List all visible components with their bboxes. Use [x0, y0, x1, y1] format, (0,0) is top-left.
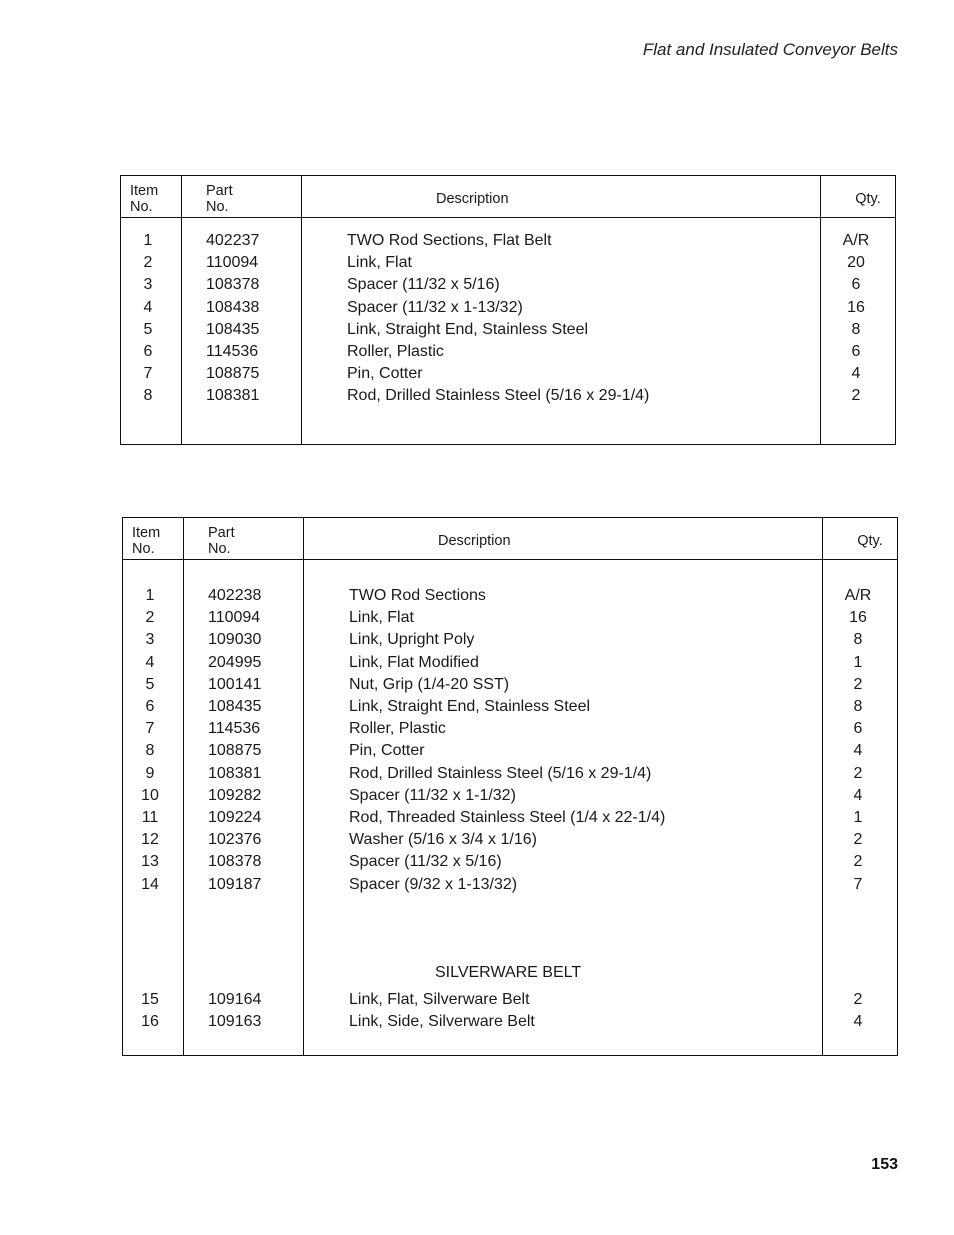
item-number: 4 — [145, 653, 155, 671]
table-row — [123, 876, 897, 898]
header-item-line2: No. — [132, 541, 155, 557]
item-number: 8 — [143, 387, 153, 405]
table-row — [123, 853, 897, 875]
quantity: 8 — [853, 698, 863, 715]
part-number: 109187 — [208, 875, 262, 893]
table-row — [121, 321, 895, 343]
quantity: 2 — [853, 675, 863, 693]
parts-table-insulated-belt — [122, 517, 898, 1056]
header-item-no — [132, 525, 160, 557]
item-number: 4 — [143, 298, 153, 316]
table-row — [123, 720, 897, 742]
item-number: 14 — [141, 875, 159, 893]
table-row — [121, 254, 895, 276]
item-number: 11 — [141, 809, 159, 826]
part-description: TWO Rod Sections, Flat Belt — [347, 232, 552, 249]
quantity: 6 — [851, 276, 861, 294]
part-description: Pin, Cotter — [349, 742, 425, 760]
quantity: 2 — [853, 764, 863, 782]
quantity: 4 — [853, 1013, 863, 1031]
header-part-no — [206, 183, 233, 215]
part-description: TWO Rod Sections — [349, 587, 486, 604]
table-row — [123, 609, 897, 631]
part-description: Rod, Drilled Stainless Steel (5/16 x 29-1/4) — [349, 764, 652, 782]
part-description: Spacer (11/32 x 5/16) — [347, 276, 500, 294]
part-number: 102376 — [208, 831, 262, 849]
item-number: 15 — [141, 991, 159, 1008]
page-number: 153 — [871, 1156, 898, 1173]
quantity: 8 — [853, 631, 863, 649]
quantity: 7 — [853, 875, 863, 893]
header-qty: Qty. — [857, 533, 883, 549]
parts-table-flat-belt — [120, 175, 896, 445]
quantity: 2 — [851, 387, 861, 405]
table-row — [123, 676, 897, 698]
item-number: 10 — [141, 786, 159, 804]
part-description: Link, Side, Silverware Belt — [349, 1013, 535, 1031]
item-number: 3 — [143, 276, 153, 294]
table-row — [123, 1013, 897, 1035]
quantity: 16 — [847, 298, 865, 316]
item-number: 2 — [145, 609, 155, 627]
header-divider — [121, 217, 895, 218]
quantity: 4 — [853, 786, 863, 804]
part-description: Spacer (11/32 x 1-1/32) — [349, 786, 516, 804]
header-description: Description — [436, 191, 509, 207]
part-description: Spacer (11/32 x 1-13/32) — [347, 298, 523, 316]
header-item-line1: Item — [130, 183, 159, 199]
header-divider — [123, 559, 897, 560]
quantity: 20 — [847, 254, 865, 272]
part-description: Roller, Plastic — [347, 343, 444, 360]
part-number: 100141 — [208, 675, 262, 693]
part-number: 110094 — [208, 609, 261, 627]
part-number: 402238 — [208, 587, 262, 604]
part-number: 110094 — [206, 254, 259, 272]
part-description: Link, Straight End, Stainless Steel — [349, 698, 591, 715]
table-row — [123, 991, 897, 1013]
header-part-line1: Part — [208, 525, 235, 541]
part-number: 108438 — [206, 298, 260, 316]
part-number: 114536 — [208, 720, 261, 738]
part-description: Link, Flat — [349, 609, 414, 627]
quantity: 6 — [853, 720, 863, 738]
running-title: Flat and Insulated Conveyor Belts — [642, 40, 898, 59]
header-item-line1: Item — [132, 525, 161, 541]
section-heading: SILVERWARE BELT — [435, 964, 582, 981]
header-part-no — [208, 525, 235, 557]
header-item-line2: No. — [130, 199, 153, 215]
quantity: 4 — [851, 365, 861, 383]
part-number: 109030 — [208, 631, 262, 649]
part-number: 204995 — [208, 653, 262, 671]
item-number: 9 — [145, 764, 155, 782]
table-row — [121, 387, 895, 409]
quantity: 1 — [853, 809, 863, 826]
item-number: 7 — [145, 720, 155, 738]
table-row — [121, 299, 895, 321]
part-description: Link, Flat — [347, 254, 412, 272]
item-number: 12 — [141, 831, 159, 849]
quantity: A/R — [842, 232, 870, 249]
part-number: 108381 — [208, 764, 262, 782]
header-part-line1: Part — [206, 183, 233, 199]
part-number: 114536 — [206, 343, 259, 360]
item-number: 6 — [145, 698, 155, 715]
part-number: 108875 — [208, 742, 262, 760]
item-number: 1 — [145, 587, 155, 604]
item-number: 5 — [145, 675, 155, 693]
item-number: 6 — [143, 343, 153, 360]
part-number: 108435 — [206, 320, 260, 338]
part-description: Pin, Cotter — [347, 365, 423, 383]
quantity: 4 — [853, 742, 863, 760]
header-part-line2: No. — [206, 199, 229, 215]
quantity: 8 — [851, 320, 861, 338]
item-number: 13 — [141, 853, 159, 871]
header-description: Description — [438, 533, 511, 549]
part-number: 108875 — [206, 365, 260, 383]
part-description: Link, Straight End, Stainless Steel — [347, 320, 589, 338]
quantity: 2 — [853, 991, 863, 1008]
part-description: Link, Flat, Silverware Belt — [349, 991, 530, 1008]
part-description: Roller, Plastic — [349, 720, 446, 738]
item-number: 3 — [145, 631, 155, 649]
quantity: 16 — [849, 609, 867, 627]
quantity: 2 — [853, 831, 863, 849]
item-number: 2 — [143, 254, 153, 272]
part-number: 108378 — [208, 853, 262, 871]
part-number: 402237 — [206, 232, 260, 249]
quantity: 6 — [851, 343, 861, 360]
table-row — [123, 742, 897, 764]
part-number: 108378 — [206, 276, 260, 294]
part-number: 108381 — [206, 387, 260, 405]
table-row — [121, 343, 895, 365]
table-row — [123, 831, 897, 853]
item-number: 5 — [143, 320, 153, 338]
table-row — [123, 654, 897, 676]
table-row — [121, 232, 895, 254]
part-description: Nut, Grip (1/4-20 SST) — [349, 675, 510, 693]
item-number: 7 — [143, 365, 153, 383]
part-description: Spacer (9/32 x 1-13/32) — [349, 875, 518, 893]
table-row — [123, 631, 897, 653]
item-number: 8 — [145, 742, 155, 760]
part-description: Rod, Drilled Stainless Steel (5/16 x 29-1/4) — [347, 387, 650, 405]
part-number: 109224 — [208, 809, 262, 826]
table-row — [121, 276, 895, 298]
header-item-no — [130, 183, 158, 215]
table-row — [121, 365, 895, 387]
table-row — [123, 587, 897, 609]
table-row — [123, 698, 897, 720]
quantity: 2 — [853, 853, 863, 871]
item-number: 16 — [141, 1013, 159, 1031]
header-qty: Qty. — [855, 191, 881, 207]
item-number: 1 — [143, 232, 153, 249]
table-row — [123, 787, 897, 809]
part-number: 108435 — [208, 698, 262, 715]
part-number: 109164 — [208, 991, 262, 1008]
part-description: Spacer (11/32 x 5/16) — [349, 853, 502, 871]
quantity: A/R — [844, 587, 872, 604]
part-number: 109163 — [208, 1013, 262, 1031]
quantity: 1 — [853, 653, 863, 671]
table-row — [123, 809, 897, 831]
part-number: 109282 — [208, 786, 262, 804]
header-part-line2: No. — [208, 541, 231, 557]
part-description: Link, Upright Poly — [349, 631, 475, 649]
part-description: Rod, Threaded Stainless Steel (1/4 x 22-1/4) — [349, 809, 666, 826]
table-row — [123, 765, 897, 787]
part-description: Link, Flat Modified — [349, 653, 479, 671]
part-description: Washer (5/16 x 3/4 x 1/16) — [349, 831, 537, 849]
